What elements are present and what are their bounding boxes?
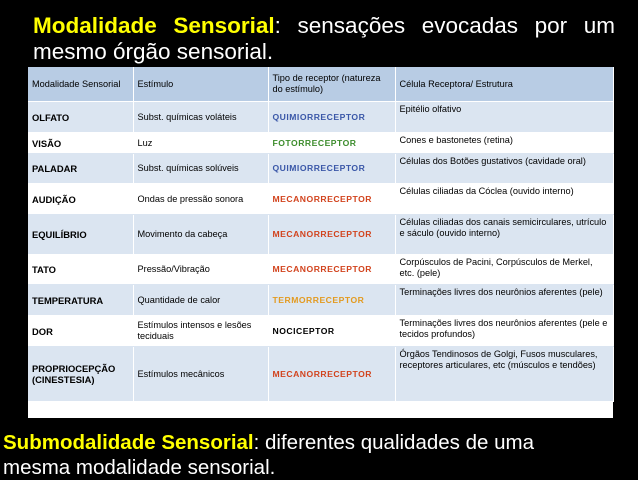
stimulus-cell: Subst. químicas solúveis	[133, 154, 268, 184]
modality-cell: EQUILÍBRIO	[28, 215, 133, 255]
table-row	[28, 255, 613, 285]
table-row	[28, 285, 613, 316]
receptor-type-cell: MECANORRECEPTOR	[268, 215, 395, 255]
table-row	[28, 133, 613, 154]
receptor-type-cell: FOTORRECEPTOR	[268, 133, 395, 154]
table-body	[28, 102, 613, 402]
receptor-cell-structure: Células dos Botões gustativos (cavidade oral)	[395, 154, 613, 184]
modality-cell: TEMPERATURA	[28, 285, 133, 316]
receptor-cell-structure: Corpúsculos de Pacini, Corpúsculos de Merkel, etc. (pele)	[395, 255, 613, 285]
table-row	[28, 184, 613, 215]
stimulus-cell: Estímulos intensos e lesões teciduais	[133, 316, 268, 347]
receptor-type-cell: QUIMIORRECEPTOR	[268, 102, 395, 133]
receptor-cell-structure: Terminações livres dos neurônios aferentes (pele e tecidos profundos)	[395, 316, 613, 347]
modality-table	[28, 67, 614, 402]
header-receptor-type: Tipo de receptor (natureza do estímulo)	[268, 67, 395, 102]
receptor-cell-structure: Cones e bastonetes (retina)	[395, 133, 613, 154]
stimulus-cell: Quantidade de calor	[133, 285, 268, 316]
receptor-type-cell: TERMORRECEPTOR	[268, 285, 395, 316]
receptor-cell-structure: Epitélio olfativo	[395, 102, 613, 133]
table-row	[28, 316, 613, 347]
header-receptor-cell: Célula Receptora/ Estrutura	[395, 67, 613, 102]
header-stimulus: Estímulo	[133, 67, 268, 102]
slide-heading	[33, 13, 615, 65]
header-row	[28, 67, 613, 102]
modality-cell: AUDIÇÃO	[28, 184, 133, 215]
table-header	[28, 67, 613, 102]
header-modality: Modalidade Sensorial	[28, 67, 133, 102]
modality-cell: DOR	[28, 316, 133, 347]
heading-definition: : sensações evocadas por um mesmo órgão sensorial.	[33, 13, 616, 64]
receptor-type-cell: MECANORRECEPTOR	[268, 255, 395, 285]
stimulus-cell: Luz	[133, 133, 268, 154]
stimulus-cell: Subst. químicas voláteis	[133, 102, 268, 133]
receptor-cell-structure: Terminações livres dos neurônios aferentes (pele)	[395, 285, 613, 316]
receptor-cell-structure: Células ciliadas dos canais semicirculares, utrículo e sáculo (ouvido interno)	[395, 215, 613, 255]
slide-footer	[3, 430, 603, 480]
modality-cell: PROPRIOCEPÇÃO (CINESTESIA)	[28, 347, 133, 402]
receptor-type-cell: QUIMIORRECEPTOR	[268, 154, 395, 184]
stimulus-cell: Ondas de pressão sonora	[133, 184, 268, 215]
table-row	[28, 215, 613, 255]
stimulus-cell: Estímulos mecânicos	[133, 347, 268, 402]
stimulus-cell: Pressão/Vibração	[133, 255, 268, 285]
receptor-type-cell: MECANORRECEPTOR	[268, 184, 395, 215]
receptor-cell-structure: Células ciliadas da Cóclea (ouvido interno)	[395, 184, 613, 215]
footer-definition: : diferentes qualidades de uma mesma modalidade sensorial.	[3, 431, 534, 479]
receptor-cell-structure: Órgãos Tendinosos de Golgi, Fusos musculares, receptores articulares, etc (músculos e tendões)	[395, 347, 613, 402]
modality-cell: PALADAR	[28, 154, 133, 184]
modality-cell: TATO	[28, 255, 133, 285]
receptor-type-cell: NOCICEPTOR	[268, 316, 395, 347]
sensory-modality-table	[28, 67, 613, 418]
receptor-type-cell: MECANORRECEPTOR	[268, 347, 395, 402]
heading-term: Modalidade Sensorial	[33, 13, 275, 38]
modality-cell: VISÃO	[28, 133, 133, 154]
modality-cell: OLFATO	[28, 102, 133, 133]
table-row	[28, 154, 613, 184]
footer-term: Submodalidade Sensorial	[3, 431, 254, 454]
table-row	[28, 347, 613, 402]
stimulus-cell: Movimento da cabeça	[133, 215, 268, 255]
table-row	[28, 102, 613, 133]
